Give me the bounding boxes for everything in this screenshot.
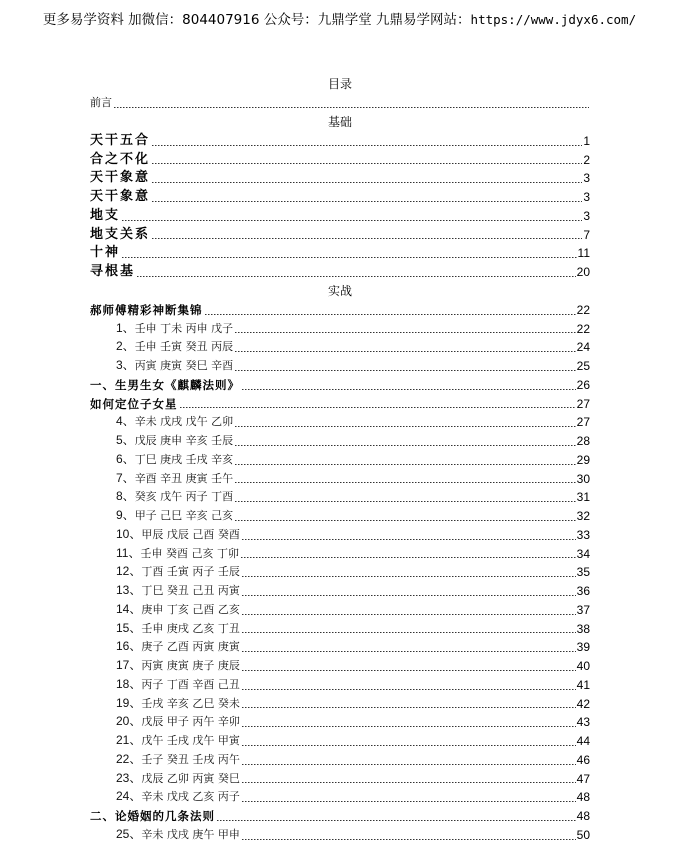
toc-entry-label: 合之不化: [90, 151, 151, 167]
toc-entry[interactable]: [90, 376, 590, 395]
toc-entry-label: 郝师傅精彩神断集锦: [90, 302, 203, 317]
toc-entry-page: 27: [576, 396, 590, 411]
toc-entry-text: 癸亥 戊午 丙子 丁酉: [134, 490, 234, 504]
watermark-banner: [0, 10, 679, 30]
toc-entry-number: 17、: [116, 658, 142, 672]
toc-entry[interactable]: [90, 338, 590, 357]
toc-entry[interactable]: [90, 207, 590, 226]
dot-leader: [235, 332, 575, 333]
toc-entry[interactable]: [90, 545, 590, 564]
toc-entry[interactable]: [90, 320, 590, 339]
toc-entry-label: [90, 694, 242, 714]
dot-leader: [235, 351, 575, 352]
toc-entry-text: 甲子 己巳 辛亥 己亥: [134, 509, 234, 522]
toc-entry-label: 二、论婚姻的几条法则: [90, 809, 215, 823]
dot-leader: [241, 557, 576, 558]
toc-entry-page: 22: [576, 302, 590, 317]
toc-entry-label: [90, 412, 235, 432]
toc-entry-page: 43: [576, 715, 590, 730]
toc-entry-page: 47: [576, 771, 590, 786]
toc-entry-text: 戊辰 庚申 辛亥 壬辰: [134, 434, 234, 447]
dot-leader: [122, 220, 582, 221]
toc-entry-label: 一、生男生女《麒麟法则》: [90, 377, 240, 392]
toc-entry-text: 辛酉 辛丑 庚寅 壬午: [134, 471, 234, 485]
toc-entry-label: 天干象意: [90, 189, 151, 204]
dot-leader: [242, 801, 576, 802]
toc-entry-text: 辛未 戊戌 庚午 甲申: [141, 827, 240, 841]
dot-leader: [152, 201, 582, 202]
toc-entry[interactable]: [90, 695, 590, 714]
toc-entry[interactable]: [90, 732, 590, 751]
toc-entry-number: 15、: [116, 620, 142, 635]
toc-entry-page: 46: [576, 752, 590, 767]
toc-entry-page: 3: [583, 190, 590, 204]
toc-entry-text: 丁巳 庚戌 壬戌 辛亥: [134, 452, 234, 466]
toc-entry-page: 35: [576, 565, 590, 580]
toc-entry-text: 壬申 丁未 丙申 戊子: [134, 321, 234, 335]
toc-entry[interactable]: [90, 582, 590, 601]
toc-entry-text: 丙寅 庚寅 庚子 庚辰: [141, 659, 240, 672]
toc-entry-page: 41: [576, 677, 590, 692]
toc-entry-page: 34: [576, 546, 590, 561]
dot-leader: [152, 238, 582, 239]
toc-entry-number: 13、: [116, 583, 142, 597]
toc-entry-number: 11、: [116, 545, 141, 560]
toc-entry-label: 地支: [90, 207, 121, 223]
toc-entry-page: 1: [583, 133, 590, 148]
toc-entry-label: 地支关系: [90, 226, 151, 242]
dot-leader: [180, 407, 576, 408]
toc-entry-page: 38: [576, 621, 590, 636]
toc-entry-label: [90, 450, 235, 470]
dot-leader: [235, 520, 575, 521]
toc-entry-number: 16、: [116, 639, 142, 654]
dot-leader: [242, 707, 576, 708]
toc-entry-text: 壬子 癸丑 壬戌 丙午: [141, 752, 240, 766]
dot-leader: [242, 614, 576, 615]
toc-entry-page: 22: [576, 321, 590, 336]
toc-entry[interactable]: [90, 526, 590, 545]
toc-entry-text: 丁酉 壬寅 丙子 壬辰: [141, 565, 240, 579]
toc-entry[interactable]: [90, 226, 590, 245]
toc-entry[interactable]: [90, 751, 590, 770]
toc-entry-label: [90, 506, 235, 526]
toc-entry-page: 3: [583, 208, 590, 223]
toc-entry[interactable]: [90, 713, 590, 732]
toc-entry[interactable]: [90, 244, 590, 263]
dot-leader: [242, 595, 576, 596]
toc-entry[interactable]: [90, 395, 590, 414]
toc-entry-number: 7、: [116, 470, 135, 485]
toc-entry-label: 十神: [90, 245, 121, 261]
dot-leader: [235, 370, 575, 371]
toc-entry[interactable]: [90, 807, 590, 826]
toc-entry-number: 24、: [116, 789, 142, 804]
toc-entry-text: 壬申 庚戌 乙亥 丁丑: [141, 621, 240, 635]
toc-entry-page: 2: [583, 152, 590, 167]
toc-entry-text: 壬申 癸酉 己亥 丁卯: [140, 546, 239, 560]
toc-entry-page: 27: [576, 415, 590, 430]
toc-entry-label: 如何定位子女星: [90, 396, 178, 411]
toc-entry-page: 20: [576, 265, 590, 279]
toc-entry[interactable]: [90, 563, 590, 582]
toc-entry-label: [90, 750, 242, 770]
toc-entry-page: 28: [576, 434, 590, 448]
toc-entry-label: [90, 562, 242, 582]
dot-leader: [242, 782, 576, 783]
toc-entry-page: 26: [576, 377, 590, 392]
toc-entry-label: [90, 712, 242, 732]
toc-entry[interactable]: [90, 413, 590, 432]
dot-leader: [235, 482, 575, 483]
toc-entry-label: [90, 619, 242, 639]
toc-entry[interactable]: [90, 357, 590, 376]
toc-entry[interactable]: [90, 676, 590, 695]
toc-entry[interactable]: [90, 620, 590, 639]
toc-entry-page: 3: [583, 171, 590, 186]
dot-leader: [242, 651, 576, 652]
toc-entry-text: 戊午 壬戌 戊午 甲寅: [141, 734, 240, 747]
toc-title: 目录: [327, 77, 352, 91]
toc-entry-text: 壬戌 辛亥 乙巳 癸未: [141, 696, 240, 710]
toc-entry-page: 48: [576, 790, 590, 805]
toc-entry-page: 40: [576, 659, 590, 673]
dot-leader: [235, 426, 575, 427]
toc-entry-text: 甲辰 戊辰 己酉 癸酉: [141, 527, 240, 541]
toc-entry[interactable]: [90, 132, 590, 151]
section-heading: 基础: [327, 114, 352, 129]
toc-entry-page: 36: [576, 584, 590, 598]
dot-leader: [242, 539, 576, 540]
toc-entry-number: 21、: [116, 733, 142, 747]
toc-entry[interactable]: [90, 488, 590, 507]
toc-entry-label: [90, 787, 242, 807]
toc-entry-page: 44: [576, 734, 590, 748]
toc-entry-text: 庚申 丁亥 己酉 乙亥: [141, 602, 240, 616]
toc-entry-number: 18、: [116, 676, 142, 691]
toc-entry-text: 丙子 丁酉 辛酉 己丑: [141, 677, 240, 691]
toc-entry[interactable]: [90, 263, 590, 282]
toc-entry-page: 25: [576, 359, 590, 373]
dot-leader: [242, 689, 576, 690]
toc-entry-page: 42: [576, 696, 590, 711]
dot-leader: [137, 276, 576, 277]
toc-entry-label: [90, 600, 242, 620]
toc-entry[interactable]: [90, 432, 590, 451]
toc-entry-page: 29: [576, 452, 590, 467]
toc-entry[interactable]: [90, 788, 590, 807]
toc-entry-label: [90, 769, 242, 789]
toc-entry-preface[interactable]: [90, 94, 590, 113]
toc-entry-number: 19、: [116, 695, 142, 710]
toc-entry[interactable]: [90, 770, 590, 789]
toc-entry-number: 1、: [116, 320, 135, 335]
toc-entry-label: 天干象意: [90, 170, 151, 186]
dot-leader: [242, 764, 576, 765]
toc-entry-page: 48: [576, 809, 590, 823]
toc-entry-text: 壬申 壬寅 癸丑 丙辰: [134, 340, 234, 354]
toc-entry-number: 20、: [116, 714, 142, 729]
dot-leader: [242, 632, 576, 633]
toc-entry-text: 辛未 戊戌 乙亥 丙子: [141, 790, 240, 804]
banner-url: https://www.jdyx6.com/: [470, 12, 637, 27]
dot-leader: [217, 820, 576, 821]
dot-leader: [152, 163, 582, 164]
dot-leader: [242, 839, 576, 840]
banner-text: 更多易学资料 加微信：804407916 公众号：九鼎学堂 九鼎易学网站：: [42, 12, 471, 28]
toc-entry-page: 24: [576, 340, 590, 355]
toc-entry-text: 辛未 戊戌 戊午 乙卯: [134, 415, 234, 429]
toc-entry-number: 9、: [116, 508, 135, 522]
toc-entry-number: 14、: [116, 601, 142, 616]
toc-entry-text: 戊辰 甲子 丙午 辛卯: [141, 715, 240, 729]
toc-entry-number: 8、: [116, 489, 135, 504]
toc-entry-page: 31: [576, 490, 590, 505]
toc-entry-number: 3、: [116, 358, 135, 372]
toc-entry[interactable]: [90, 601, 590, 620]
dot-leader: [242, 389, 576, 390]
toc-entry-label: [90, 337, 235, 357]
dot-leader: [235, 501, 575, 502]
toc-entry-text: 戊辰 乙卯 丙寅 癸巳: [141, 771, 240, 785]
toc-entry-label: [90, 319, 235, 339]
toc-entry-page: 7: [583, 227, 590, 242]
dot-leader: [242, 576, 576, 577]
dot-leader: [122, 257, 577, 258]
toc-entry-label: [90, 581, 242, 601]
toc-entry[interactable]: [90, 151, 590, 170]
toc-entry-page: 37: [576, 602, 590, 617]
toc-entry-label: [90, 487, 235, 507]
toc-entry-number: 2、: [116, 339, 135, 354]
toc-entry-page: 11: [577, 246, 590, 261]
toc-sections: [90, 113, 590, 845]
toc-entry-label: 天干五合: [90, 132, 151, 148]
dot-leader: [114, 107, 589, 108]
toc-entry-page: 39: [576, 640, 590, 655]
toc-entry-text: 庚子 乙酉 丙寅 庚寅: [141, 640, 240, 654]
dot-leader: [152, 182, 582, 183]
toc-entry-label: [90, 731, 242, 751]
toc-entry-page: 33: [576, 527, 590, 542]
toc-entry-label: 前言: [90, 96, 112, 109]
toc-entry-page: 50: [576, 827, 590, 842]
toc-entry-number: 4、: [116, 414, 135, 429]
toc-entry[interactable]: [90, 169, 590, 188]
toc-entry-label: [90, 675, 242, 695]
toc-entry-number: 25、: [116, 826, 142, 841]
toc-entry-label: [90, 544, 241, 564]
toc-entry-label: [90, 525, 242, 545]
toc-entry[interactable]: [90, 301, 590, 320]
dot-leader: [242, 670, 576, 671]
dot-leader: [235, 445, 575, 446]
toc-entry-number: 23、: [116, 770, 142, 785]
toc-entry-label: 寻根基: [90, 264, 136, 279]
toc-entry-number: 12、: [116, 564, 142, 579]
toc-entry[interactable]: [90, 657, 590, 676]
toc-entry-label: [90, 431, 235, 451]
toc-entry-text: 丙寅 庚寅 癸巳 辛酉: [134, 359, 234, 372]
toc-entry-page: 30: [576, 471, 590, 486]
toc-entry-page: 32: [576, 509, 590, 523]
toc-entry-number: 6、: [116, 451, 135, 466]
toc-entry-text: 丁巳 癸丑 己丑 丙寅: [141, 584, 240, 597]
table-of-contents: [90, 74, 590, 845]
toc-entry-number: 22、: [116, 751, 142, 766]
dot-leader: [152, 145, 582, 146]
toc-entry-label: [90, 356, 235, 376]
toc-entry[interactable]: [90, 451, 590, 470]
dot-leader: [242, 726, 576, 727]
section-heading: 实战: [327, 283, 352, 298]
toc-entry-label: [90, 656, 242, 676]
toc-entry[interactable]: [90, 507, 590, 526]
toc-entry-label: [90, 469, 235, 489]
dot-leader: [235, 464, 575, 465]
toc-entry-number: 5、: [116, 433, 135, 447]
toc-entry[interactable]: [90, 638, 590, 657]
toc-entry-label: [90, 637, 242, 657]
toc-entry[interactable]: [90, 188, 590, 207]
toc-entry[interactable]: [90, 470, 590, 489]
dot-leader: [205, 314, 576, 315]
dot-leader: [242, 745, 576, 746]
toc-entry-number: 10、: [116, 526, 142, 541]
